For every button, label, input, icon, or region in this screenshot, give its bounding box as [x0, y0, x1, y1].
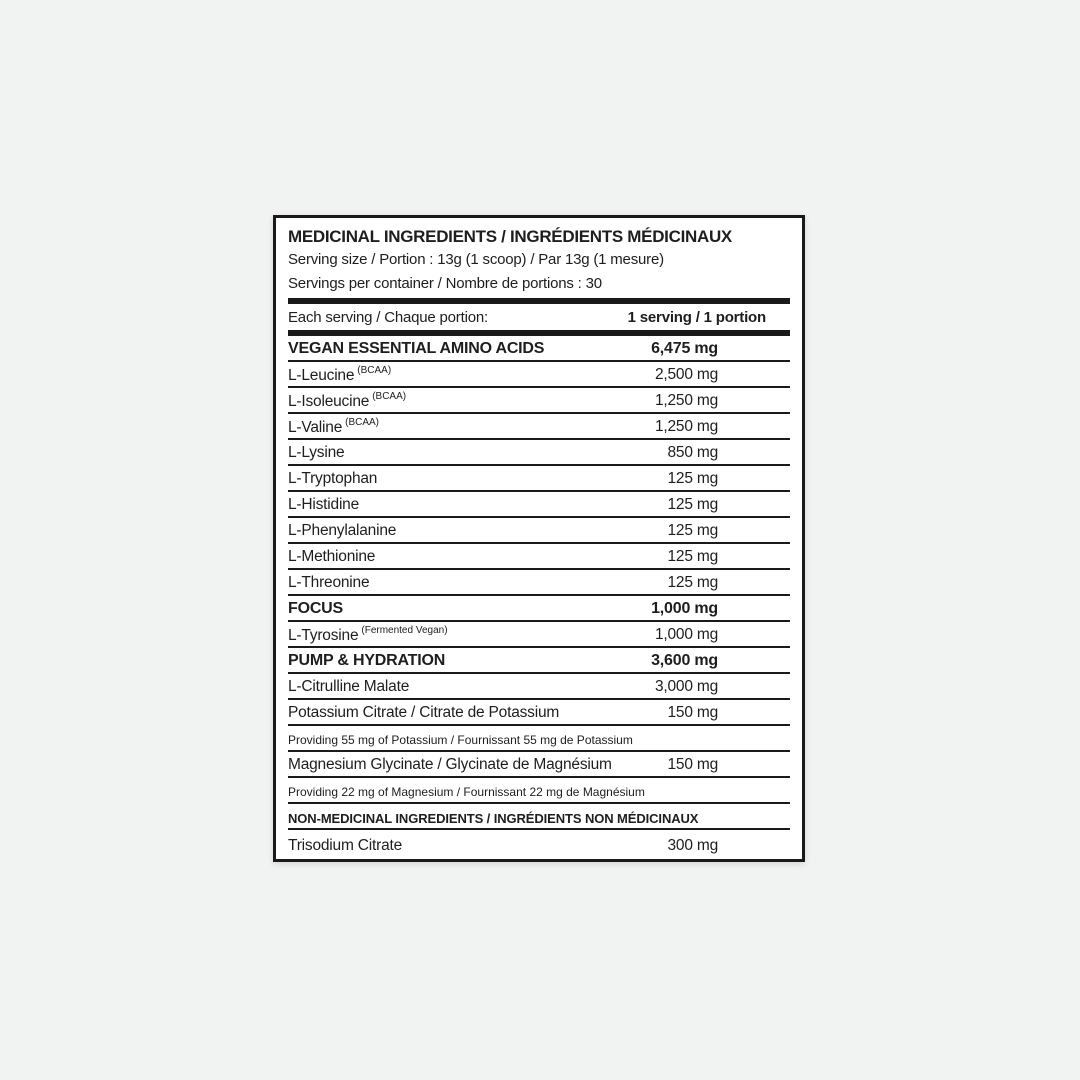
ingredient-amount: 6,475 mg [651, 340, 718, 357]
each-serving-value: 1 serving / 1 portion [627, 308, 766, 326]
section-row [288, 336, 790, 362]
ingredient-amount: 3,600 mg [651, 652, 718, 669]
subheader-row [288, 804, 790, 830]
ingredient-row [288, 518, 790, 544]
ingredient-row [288, 830, 790, 858]
ingredient-name: L-Threonine [288, 574, 370, 591]
ingredient-amount: 1,250 mg [654, 392, 718, 409]
ingredient-row [288, 700, 790, 726]
ingredient-amount: 3,000 mg [654, 678, 718, 695]
ingredient-name: Potassium Citrate / Citrate de Potassium [288, 704, 560, 721]
note-row [288, 778, 790, 804]
supplement-facts-panel [273, 215, 805, 862]
ingredient-row [288, 440, 790, 466]
section-row [288, 648, 790, 674]
note-text: Providing 22 mg of Magnesium / Fournissant 22 mg de Magnésium [288, 785, 645, 799]
ingredient-name: Trisodium Citrate [288, 837, 403, 854]
ingredient-qualifier: (BCAA) [345, 417, 380, 428]
ingredient-name: FOCUS [288, 600, 344, 617]
note-text: Providing 55 mg of Potassium / Fournissant 55 mg de Potassium [288, 733, 633, 747]
ingredient-row [288, 492, 790, 518]
ingredient-row [288, 388, 790, 414]
ingredient-row [288, 362, 790, 388]
ingredient-name: L-Lysine [288, 444, 345, 461]
ingredient-amount: 125 mg [667, 574, 718, 591]
ingredient-name: L-Histidine [288, 496, 360, 513]
ingredient-qualifier: (BCAA) [372, 391, 407, 402]
ingredient-row [288, 752, 790, 778]
ingredient-row [288, 622, 790, 648]
ingredient-amount: 150 mg [667, 704, 718, 721]
panel-title: MEDICINAL INGREDIENTS / INGRÉDIENTS MÉDICINAUX [288, 227, 732, 246]
ingredient-amount: 1,000 mg [654, 626, 718, 643]
ingredient-amount: 300 mg [667, 837, 718, 854]
serving-size-line: Serving size / Portion : 13g (1 scoop) / Par 13g (1 mesure) [288, 251, 664, 268]
ingredient-name: NON-MEDICINAL INGREDIENTS / INGRÉDIENTS NON MÉDICINAUX [288, 811, 699, 826]
ingredient-row [288, 544, 790, 570]
ingredient-table [288, 336, 790, 858]
ingredient-name: L-Tryptophan [288, 470, 378, 487]
ingredient-name: L-Valine $^{(BCAA)}$ [288, 417, 380, 437]
each-serving-label: Each serving / Chaque portion: [288, 308, 488, 326]
ingredient-amount: 1,250 mg [654, 418, 718, 435]
each-serving-row [288, 304, 790, 330]
section-row [288, 596, 790, 622]
ingredient-amount: 150 mg [667, 756, 718, 773]
ingredient-amount: 2,500 mg [654, 366, 718, 383]
ingredient-row [288, 570, 790, 596]
ingredient-name: L-Tyrosine $^{(Fermented Vegan)}$ [288, 625, 448, 645]
ingredient-name: Magnesium Glycinate / Glycinate de Magnésium [288, 756, 612, 773]
ingredient-name: L-Phenylalanine [288, 522, 397, 539]
ingredient-amount: 125 mg [667, 496, 718, 513]
ingredient-row [288, 466, 790, 492]
ingredient-amount: 850 mg [667, 444, 718, 461]
servings-per-container-line: Servings per container / Nombre de portions : 30 [288, 274, 602, 292]
ingredient-name: VEGAN ESSENTIAL AMINO ACIDS [288, 340, 545, 357]
ingredient-qualifier: (BCAA) [357, 365, 392, 376]
ingredient-row [288, 674, 790, 700]
ingredient-name: L-Methionine [288, 548, 376, 565]
ingredient-row [288, 414, 790, 440]
ingredient-qualifier: (Fermented Vegan) [361, 625, 448, 636]
ingredient-amount: 125 mg [667, 522, 718, 539]
ingredient-name: L-Isoleucine $^{(BCAA)}$ [288, 391, 407, 411]
note-row [288, 726, 790, 752]
ingredient-amount: 125 mg [667, 548, 718, 565]
ingredient-name: L-Citrulline Malate [288, 678, 410, 695]
ingredient-name: L-Leucine $^{(BCAA)}$ [288, 365, 392, 385]
ingredient-name: PUMP & HYDRATION [288, 652, 446, 669]
ingredient-amount: 1,000 mg [651, 600, 718, 617]
ingredient-amount: 125 mg [667, 470, 718, 487]
